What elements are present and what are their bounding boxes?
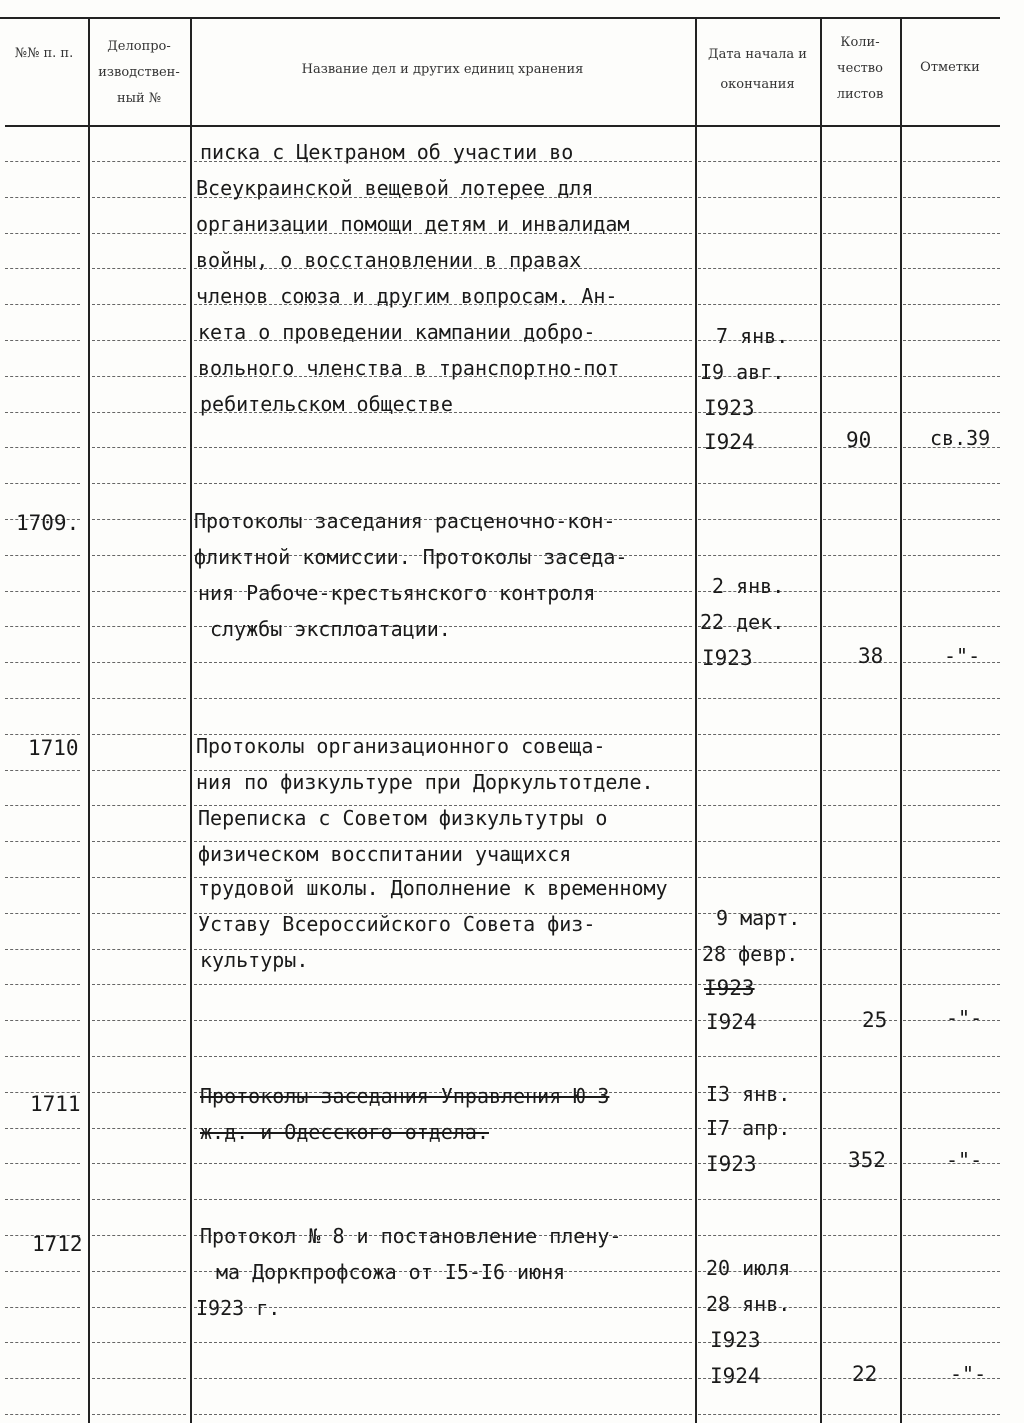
guide-line: [92, 1128, 186, 1129]
guide-line: [194, 984, 692, 985]
guide-line: [194, 662, 692, 663]
guide-line: [5, 913, 80, 914]
guide-line: [903, 841, 1000, 842]
guide-line: [92, 662, 186, 663]
guide-line: [5, 770, 80, 771]
guide-line: [698, 698, 817, 699]
guide-line: [92, 877, 186, 878]
guide-line: [823, 770, 897, 771]
record-title-line: Протоколы организационного совеща-: [196, 734, 606, 758]
guide-line: [823, 268, 897, 269]
guide-line: [92, 984, 186, 985]
record-title-line: службы эксплоатации.: [210, 617, 451, 641]
guide-line: [823, 519, 897, 520]
record-date: I923: [710, 1328, 761, 1352]
guide-line: [823, 1307, 897, 1308]
column-divider: [190, 17, 192, 1423]
guide-line: [903, 1342, 1000, 1343]
guide-line: [823, 1414, 897, 1415]
record-sheets: 22: [852, 1362, 878, 1386]
record-date: 22 дек.: [700, 610, 785, 634]
guide-line: [823, 1342, 897, 1343]
record-title-line: кета о проведении кампании добро-: [198, 320, 596, 344]
guide-line: [903, 1199, 1000, 1200]
guide-line: [5, 805, 80, 806]
guide-line: [194, 447, 692, 448]
guide-line: [5, 1128, 80, 1129]
record-title-line: Уставу Всероссийского Совета физ-: [198, 912, 596, 936]
record-title-line: Протоколы заседания Управления Ю-З: [200, 1084, 610, 1108]
guide-line: [903, 555, 1000, 556]
guide-line: [823, 161, 897, 162]
guide-line: [92, 1056, 186, 1057]
record-title-line: войны, о восстановлении в правах: [196, 248, 582, 272]
header-col-no: №№ п. п.: [14, 46, 74, 61]
record-date: I923: [706, 1152, 757, 1176]
record-date: I924: [704, 430, 755, 454]
guide-line: [5, 1020, 80, 1021]
guide-line: [903, 1056, 1000, 1057]
guide-line: [903, 984, 1000, 985]
guide-line: [698, 233, 817, 234]
record-title-line: Протокол № 8 и постановление плену-: [200, 1224, 622, 1248]
record-title-line: ма Доркпрофсожа от I5-I6 июня: [216, 1260, 566, 1284]
guide-line: [698, 1199, 817, 1200]
guide-line: [823, 340, 897, 341]
guide-line: [903, 1235, 1000, 1236]
guide-line: [92, 949, 186, 950]
guide-line: [194, 1020, 692, 1021]
guide-line: [92, 913, 186, 914]
guide-line: [5, 447, 80, 448]
record-note: св.39: [930, 426, 991, 450]
guide-line: [194, 483, 692, 484]
guide-line: [823, 555, 897, 556]
record-date: I7 апр.: [706, 1116, 791, 1140]
guide-line: [823, 1235, 897, 1236]
guide-line: [5, 1414, 80, 1415]
guide-line: [823, 1199, 897, 1200]
guide-line: [903, 734, 1000, 735]
guide-line: [92, 1092, 186, 1093]
guide-line: [823, 376, 897, 377]
record-title-line: физическом восспитании учащихся: [198, 842, 572, 866]
record-date: I924: [710, 1364, 761, 1388]
guide-line: [5, 304, 80, 305]
header-col-office-no: Делопро- изводствен- ный №: [98, 39, 180, 106]
guide-line: [903, 197, 1000, 198]
record-number: 1710: [28, 736, 79, 760]
guide-line: [903, 770, 1000, 771]
guide-line: [823, 698, 897, 699]
header-bottom-border: [5, 125, 1000, 127]
guide-line: [698, 1414, 817, 1415]
guide-line: [92, 197, 186, 198]
guide-line: [92, 698, 186, 699]
guide-line: [903, 1128, 1000, 1129]
guide-line: [92, 555, 186, 556]
record-date: 7 янв.: [716, 324, 789, 348]
record-title-line: Протоколы заседания расценочно-кон-: [194, 509, 616, 533]
guide-line: [5, 698, 80, 699]
guide-line: [5, 841, 80, 842]
guide-line: [698, 877, 817, 878]
guide-line: [194, 1378, 692, 1379]
guide-line: [903, 1092, 1000, 1093]
record-note: -"-: [950, 1362, 987, 1386]
guide-line: [194, 1056, 692, 1057]
record-title-line: организации помощи детям и инвалидам: [196, 212, 630, 236]
guide-line: [698, 197, 817, 198]
guide-line: [698, 483, 817, 484]
record-title-line: ж.д. и Одесского отдела.: [200, 1120, 489, 1144]
guide-line: [92, 268, 186, 269]
guide-line: [5, 1378, 80, 1379]
guide-line: [903, 1271, 1000, 1272]
record-sheets: 352: [848, 1148, 886, 1172]
record-number: 1709.: [16, 511, 80, 535]
record-date: I923: [702, 646, 753, 670]
guide-line: [823, 1092, 897, 1093]
guide-line: [5, 1342, 80, 1343]
guide-line: [823, 483, 897, 484]
guide-line: [698, 555, 817, 556]
guide-line: [823, 949, 897, 950]
guide-line: [903, 340, 1000, 341]
record-title-line: членов союза и другим вопросам. Ан-: [196, 284, 618, 308]
guide-line: [92, 412, 186, 413]
guide-line: [92, 304, 186, 305]
guide-line: [92, 447, 186, 448]
guide-line: [5, 483, 80, 484]
guide-line: [194, 1414, 692, 1415]
record-date: 9 март.: [716, 906, 801, 930]
guide-line: [92, 1414, 186, 1415]
guide-line: [823, 626, 897, 627]
guide-line: [5, 161, 80, 162]
record-title-line: писка с Цектраном об участии во: [200, 140, 574, 164]
record-title-line: трудовой школы. Дополнение к временному: [198, 876, 668, 900]
guide-line: [698, 1056, 817, 1057]
record-number: 1711: [30, 1092, 81, 1116]
guide-line: [5, 984, 80, 985]
guide-line: [5, 591, 80, 592]
record-title-line: Всеукраинской вещевой лотерее для: [196, 176, 594, 200]
guide-line: [903, 412, 1000, 413]
record-sheets: 38: [858, 644, 884, 668]
guide-line: [698, 304, 817, 305]
guide-line: [92, 1163, 186, 1164]
guide-line: [92, 1271, 186, 1272]
record-title-line: культуры.: [200, 948, 309, 972]
guide-line: [5, 1307, 80, 1308]
guide-line: [92, 1378, 186, 1379]
column-divider: [695, 17, 697, 1423]
guide-line: [92, 841, 186, 842]
guide-line: [823, 841, 897, 842]
record-date: I3 янв.: [706, 1082, 791, 1106]
table-top-border: [0, 17, 1000, 19]
guide-line: [5, 1163, 80, 1164]
guide-line: [698, 161, 817, 162]
guide-line: [903, 698, 1000, 699]
guide-line: [903, 805, 1000, 806]
guide-line: [92, 1020, 186, 1021]
record-number: 1712: [32, 1232, 83, 1256]
guide-line: [5, 555, 80, 556]
guide-line: [823, 734, 897, 735]
guide-line: [194, 698, 692, 699]
record-date: 2 янв.: [712, 574, 785, 598]
guide-line: [823, 805, 897, 806]
guide-line: [194, 1342, 692, 1343]
guide-line: [5, 1271, 80, 1272]
guide-line: [5, 1199, 80, 1200]
guide-line: [823, 877, 897, 878]
guide-line: [823, 1128, 897, 1129]
guide-line: [903, 913, 1000, 914]
guide-line: [5, 1056, 80, 1057]
guide-line: [5, 268, 80, 269]
guide-line: [823, 591, 897, 592]
guide-line: [903, 877, 1000, 878]
record-sheets: 90: [846, 428, 872, 452]
record-note: -"-: [944, 644, 981, 668]
record-date: I9 авг.: [700, 360, 785, 384]
record-title-line: ния по физкультуре при Доркультотделе.: [196, 770, 654, 794]
record-date: I923: [704, 396, 755, 420]
column-divider: [820, 17, 822, 1423]
guide-line: [903, 519, 1000, 520]
guide-line: [92, 376, 186, 377]
record-title-line: вольного членства в транспортно-пот: [198, 356, 620, 380]
guide-line: [903, 626, 1000, 627]
guide-line: [823, 233, 897, 234]
guide-line: [5, 233, 80, 234]
record-title-line: ребительском обществе: [200, 392, 453, 416]
guide-line: [92, 1199, 186, 1200]
guide-line: [903, 1307, 1000, 1308]
guide-line: [698, 805, 817, 806]
guide-line: [92, 591, 186, 592]
record-sheets: 25: [862, 1008, 888, 1032]
guide-line: [698, 268, 817, 269]
guide-line: [92, 1307, 186, 1308]
guide-line: [92, 770, 186, 771]
guide-line: [903, 483, 1000, 484]
record-note: -"-: [946, 1006, 983, 1030]
record-title-line: фликтной комиссии. Протоколы заседа-: [194, 545, 628, 569]
guide-line: [903, 376, 1000, 377]
record-note: -"-: [946, 1148, 983, 1172]
guide-line: [823, 197, 897, 198]
guide-line: [5, 197, 80, 198]
guide-line: [823, 304, 897, 305]
guide-line: [5, 877, 80, 878]
guide-line: [92, 340, 186, 341]
guide-line: [698, 519, 817, 520]
guide-line: [698, 734, 817, 735]
guide-line: [92, 734, 186, 735]
guide-line: [92, 161, 186, 162]
record-date: I923: [704, 976, 755, 1000]
guide-line: [823, 412, 897, 413]
guide-line: [823, 913, 897, 914]
guide-line: [92, 1235, 186, 1236]
guide-line: [903, 161, 1000, 162]
guide-line: [92, 519, 186, 520]
guide-line: [5, 626, 80, 627]
record-title-line: Переписка с Советом физкультутры о: [198, 806, 608, 830]
guide-line: [92, 1342, 186, 1343]
guide-line: [5, 340, 80, 341]
guide-line: [92, 483, 186, 484]
guide-line: [823, 1271, 897, 1272]
guide-line: [92, 626, 186, 627]
guide-line: [5, 376, 80, 377]
guide-line: [194, 1199, 692, 1200]
guide-line: [823, 984, 897, 985]
guide-line: [698, 841, 817, 842]
column-divider: [900, 17, 902, 1423]
guide-line: [903, 591, 1000, 592]
record-date: I924: [706, 1010, 757, 1034]
header-col-notes: Отметки: [920, 60, 980, 75]
guide-line: [698, 1235, 817, 1236]
guide-line: [5, 949, 80, 950]
guide-line: [5, 412, 80, 413]
record-title-line: I923 г.: [196, 1296, 281, 1320]
guide-line: [903, 233, 1000, 234]
column-divider: [88, 17, 90, 1423]
guide-line: [92, 233, 186, 234]
guide-line: [194, 1163, 692, 1164]
record-date: 28 февр.: [702, 942, 799, 966]
guide-line: [903, 304, 1000, 305]
header-col-dates: Дата начала и окончания: [708, 47, 807, 92]
guide-line: [903, 949, 1000, 950]
record-date: 28 янв.: [706, 1292, 791, 1316]
guide-line: [823, 1056, 897, 1057]
guide-line: [5, 662, 80, 663]
guide-line: [903, 1414, 1000, 1415]
header-col-sheets: Коли- чество листов: [836, 35, 884, 102]
record-title-line: ния Рабоче-крестьянского контроля: [198, 581, 596, 605]
guide-line: [92, 805, 186, 806]
record-date: 20 июля: [706, 1256, 791, 1280]
guide-line: [698, 770, 817, 771]
header-col-title: Название дел и других единиц хранения: [301, 62, 584, 77]
guide-line: [903, 268, 1000, 269]
